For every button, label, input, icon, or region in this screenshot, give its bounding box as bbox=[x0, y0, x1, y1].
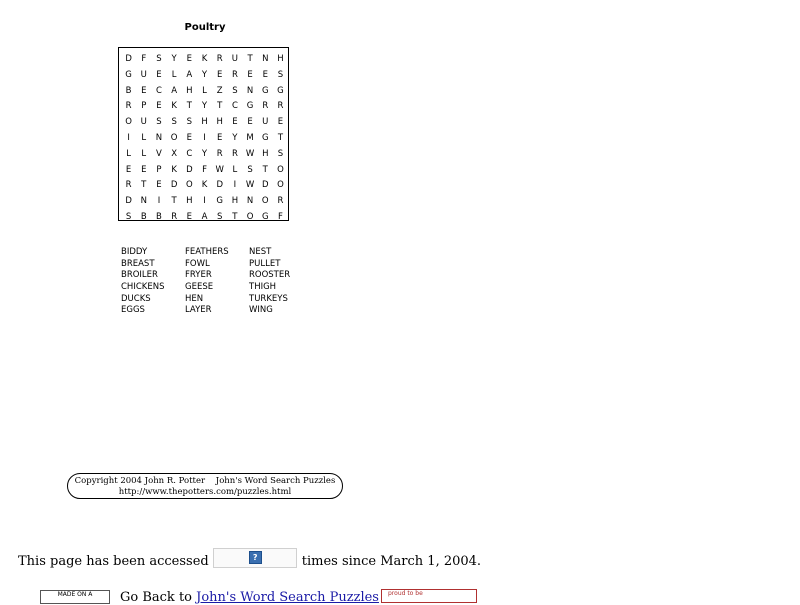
grid-cell: I bbox=[233, 180, 237, 191]
grid-cell: W bbox=[215, 164, 224, 175]
grid-cell: O bbox=[261, 196, 269, 207]
grid-cell: R bbox=[262, 101, 269, 112]
grid-cell: C bbox=[156, 85, 162, 96]
word-item: THIGH bbox=[249, 282, 277, 293]
grid-cell: K bbox=[171, 164, 177, 175]
grid-cell: D bbox=[262, 180, 269, 191]
grid-cell: N bbox=[246, 85, 254, 96]
grid-cell: D bbox=[170, 180, 178, 191]
grid-cell: L bbox=[141, 148, 147, 159]
grid-cell: N bbox=[140, 196, 147, 207]
word-item: BROILER bbox=[121, 270, 158, 281]
made-on-a-mac-badge[interactable] bbox=[40, 590, 110, 604]
access-suffix: times since March 1, 2004. bbox=[301, 553, 482, 569]
puzzle-title: Poultry bbox=[184, 22, 226, 33]
grid-cell: P bbox=[141, 101, 147, 112]
grid-cell: Y bbox=[201, 69, 208, 80]
grid-cell: G bbox=[125, 69, 132, 80]
grid-cell: G bbox=[261, 132, 269, 143]
copyright-url: http://www.thepotters.com/puzzles.html bbox=[118, 487, 292, 497]
grid-cell: E bbox=[217, 69, 223, 80]
grid-cell: I bbox=[203, 196, 206, 207]
grid-cell: R bbox=[171, 211, 178, 222]
grid-row bbox=[119, 210, 288, 226]
grid-cell: D bbox=[186, 164, 193, 175]
grid-cell: S bbox=[156, 54, 162, 64]
word-item: HEN bbox=[185, 293, 204, 304]
word-item: FRYER bbox=[185, 270, 212, 281]
copyright-text: Copyright 2004 John R. Potter bbox=[74, 476, 206, 486]
grid-cell: D bbox=[125, 196, 132, 207]
grid-row bbox=[119, 163, 288, 179]
grid-cell: H bbox=[262, 148, 269, 159]
grid-cell: O bbox=[185, 180, 193, 191]
grid-row bbox=[119, 68, 288, 84]
grid-cell: E bbox=[247, 117, 253, 128]
grid-cell: H bbox=[201, 117, 208, 128]
grid-cell: S bbox=[186, 117, 193, 128]
grid-cell: H bbox=[186, 196, 193, 207]
grid-cell: L bbox=[202, 85, 207, 96]
grid-cell: P bbox=[156, 164, 162, 175]
grid-row bbox=[119, 99, 288, 115]
grid-cell: T bbox=[171, 196, 177, 207]
grid-cell: T bbox=[217, 101, 223, 112]
grid-cell: S bbox=[232, 85, 238, 96]
grid-cell: R bbox=[125, 101, 132, 112]
grid-cell: E bbox=[186, 211, 193, 222]
access-counter-line bbox=[18, 551, 481, 571]
grid-cell: T bbox=[232, 211, 238, 222]
grid-row bbox=[119, 178, 288, 194]
grid-cell: U bbox=[140, 69, 147, 80]
grid-cell: H bbox=[186, 85, 193, 96]
copyright-box bbox=[67, 473, 343, 499]
grid-cell: K bbox=[171, 101, 177, 112]
grid-cell: W bbox=[245, 148, 255, 159]
grid-cell: E bbox=[247, 69, 253, 80]
grid-row bbox=[119, 84, 288, 100]
counter-placeholder-icon: ? bbox=[249, 551, 262, 564]
grid-cell: R bbox=[277, 196, 284, 207]
mac-badge-text: MADE ON A bbox=[57, 591, 93, 598]
go-back-link[interactable]: John's Word Search Puzzles bbox=[196, 590, 379, 605]
grid-cell: B bbox=[156, 211, 162, 222]
grid-cell: V bbox=[156, 148, 162, 159]
word-item: ROOSTER bbox=[249, 270, 291, 281]
grid-cell: R bbox=[216, 54, 223, 64]
grid-cell: I bbox=[203, 132, 206, 143]
grid-cell: T bbox=[247, 54, 253, 64]
word-list bbox=[121, 247, 313, 317]
grid-cell: I bbox=[127, 132, 130, 143]
grid-cell: L bbox=[171, 69, 177, 80]
grid-cell: U bbox=[140, 117, 147, 128]
grid-cell: S bbox=[217, 211, 223, 222]
grid-cell: E bbox=[186, 54, 193, 64]
grid-cell: W bbox=[245, 180, 255, 191]
proud-badge[interactable] bbox=[381, 589, 477, 603]
word-column bbox=[121, 247, 185, 317]
grid-cell: F bbox=[278, 211, 283, 222]
grid-cell: E bbox=[277, 117, 284, 128]
go-back-prefix: Go Back to bbox=[120, 590, 192, 605]
grid-row bbox=[119, 52, 288, 68]
grid-cell: O bbox=[277, 164, 284, 175]
grid-cell: C bbox=[231, 101, 238, 112]
word-item: LAYER bbox=[185, 305, 212, 316]
grid-cell: E bbox=[141, 85, 147, 96]
grid-cell: D bbox=[125, 54, 132, 64]
proud-badge-text: proud to be bbox=[388, 590, 423, 597]
grid-cell: X bbox=[171, 148, 178, 159]
grid-cell: G bbox=[277, 85, 284, 96]
grid-cell: O bbox=[125, 117, 132, 128]
grid-cell: S bbox=[247, 164, 253, 175]
grid-row bbox=[119, 131, 288, 147]
grid-cell: K bbox=[201, 180, 208, 191]
grid-cell: N bbox=[262, 54, 269, 64]
grid-cell: A bbox=[186, 69, 193, 80]
go-back-line bbox=[120, 590, 379, 605]
grid-cell: N bbox=[246, 196, 254, 207]
grid-cell: T bbox=[262, 164, 268, 175]
word-item: EGGS bbox=[121, 305, 145, 316]
grid-cell: O bbox=[170, 132, 178, 143]
grid-cell: Y bbox=[232, 132, 238, 143]
grid-cell: G bbox=[261, 85, 269, 96]
grid-cell: U bbox=[231, 54, 239, 64]
grid-cell: H bbox=[231, 196, 239, 207]
grid-cell: F bbox=[202, 164, 207, 175]
grid-cell: A bbox=[171, 85, 178, 96]
grid-cell: G bbox=[246, 101, 254, 112]
grid-cell: G bbox=[216, 196, 224, 207]
grid-cell: K bbox=[201, 54, 208, 64]
grid-cell: B bbox=[125, 85, 132, 96]
grid-row bbox=[119, 194, 288, 210]
word-item: BREAST bbox=[121, 258, 155, 269]
grid-cell: Y bbox=[201, 148, 208, 159]
grid-cell: C bbox=[186, 148, 193, 159]
grid-cell: T bbox=[141, 180, 147, 191]
grid-cell: E bbox=[156, 69, 162, 80]
grid-cell: E bbox=[156, 101, 162, 112]
letter-grid bbox=[118, 47, 289, 221]
grid-cell: E bbox=[125, 164, 132, 175]
grid-cell: R bbox=[231, 148, 238, 159]
grid-cell: Y bbox=[171, 54, 177, 64]
word-item: GEESE bbox=[185, 282, 214, 293]
grid-cell: Y bbox=[201, 101, 208, 112]
grid-cell: N bbox=[155, 132, 163, 143]
grid-cell: T bbox=[277, 132, 284, 143]
word-item: WING bbox=[249, 305, 273, 316]
grid-cell: E bbox=[141, 164, 147, 175]
word-item: FEATHERS bbox=[185, 247, 229, 257]
grid-cell: A bbox=[201, 211, 208, 222]
grid-cell: E bbox=[156, 180, 162, 191]
grid-cell: D bbox=[216, 180, 223, 191]
grid-cell: G bbox=[261, 211, 269, 222]
word-column bbox=[249, 247, 313, 317]
grid-cell: L bbox=[141, 132, 147, 143]
grid-cell: T bbox=[186, 101, 192, 112]
word-item: NEST bbox=[249, 247, 272, 257]
grid-cell: U bbox=[262, 117, 269, 128]
grid-cell: H bbox=[216, 117, 223, 128]
grid-cell: S bbox=[277, 148, 284, 159]
grid-cell: R bbox=[231, 69, 238, 80]
grid-cell: E bbox=[186, 132, 193, 143]
grid-cell: E bbox=[262, 69, 268, 80]
grid-cell: M bbox=[246, 132, 254, 143]
word-item: DUCKS bbox=[121, 293, 151, 304]
hit-counter[interactable] bbox=[213, 548, 297, 568]
grid-cell: L bbox=[232, 164, 238, 175]
grid-cell: R bbox=[125, 180, 132, 191]
grid-cell: S bbox=[125, 211, 132, 222]
grid-cell: S bbox=[277, 69, 284, 80]
grid-cell: F bbox=[141, 54, 147, 64]
copyright-site-name: John's Word Search Puzzles bbox=[215, 476, 336, 486]
word-column bbox=[185, 247, 249, 317]
word-item: PULLET bbox=[249, 258, 281, 269]
access-prefix: This page has been accessed bbox=[18, 553, 209, 569]
word-item: TURKEYS bbox=[249, 293, 288, 304]
grid-cell: Z bbox=[216, 85, 223, 96]
grid-row bbox=[119, 147, 288, 163]
word-item: CHICKENS bbox=[121, 282, 165, 293]
grid-cell: S bbox=[156, 117, 162, 128]
grid-cell: R bbox=[277, 101, 284, 112]
grid-cell: E bbox=[232, 117, 238, 128]
grid-cell: O bbox=[246, 211, 254, 222]
grid-cell: R bbox=[216, 148, 223, 159]
grid-cell: H bbox=[277, 54, 284, 64]
grid-cell: E bbox=[217, 132, 223, 143]
grid-cell: L bbox=[126, 148, 131, 159]
word-item: FOWL bbox=[185, 258, 210, 269]
grid-cell: B bbox=[140, 211, 147, 222]
grid-cell: O bbox=[277, 180, 284, 191]
word-item: BIDDY bbox=[121, 247, 148, 257]
grid-cell: I bbox=[157, 196, 161, 207]
grid-cell: S bbox=[171, 117, 177, 128]
grid-row bbox=[119, 115, 288, 131]
